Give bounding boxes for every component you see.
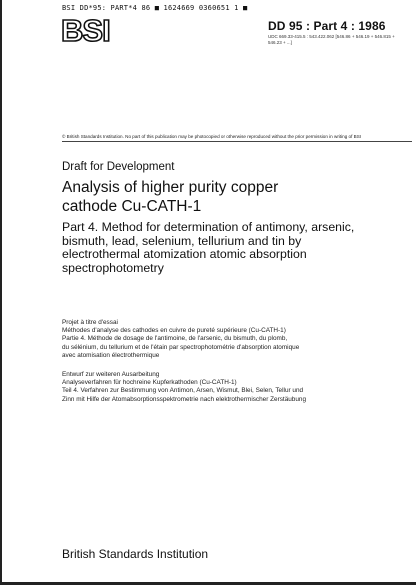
german-line: Zinn mit Hilfe der Atomabsorptionsspektrometrie nach elektrothermischer Zerstäubung bbox=[62, 395, 307, 403]
french-line: Projet à titre d'essai bbox=[62, 319, 118, 326]
french-title-block bbox=[62, 319, 382, 360]
svg-text:BSI: BSI bbox=[61, 14, 110, 44]
german-line: Teil 4. Verfahren zur Bestimmung von Antimon, Arsen, Wismut, Blei, Selen, Tellur und bbox=[62, 387, 304, 395]
title-line: cathode Cu-CATH-1 bbox=[62, 198, 202, 215]
publisher-name: British Standards Institution bbox=[62, 547, 209, 561]
german-title-block bbox=[62, 371, 382, 404]
udc-classification: UDC 669.33-415.5 : 543.422.062 [546.86 + 546.19 + 546.815 + 546.23 + ...] bbox=[268, 34, 395, 45]
french-line: avec atomisation électrothermique bbox=[62, 351, 160, 359]
bsi-logo bbox=[60, 14, 110, 44]
french-line: Méthodes d'analyse des cathodes en cuivre de pureté supérieure (Cu-CATH-1) bbox=[62, 327, 286, 335]
document-number: DD 95 : Part 4 : 1986 bbox=[268, 19, 386, 33]
part-title-line: electrothermal atomization atomic absorption bbox=[62, 247, 307, 262]
french-line: du sélénium, du tellurium et de l'étain par spectrophotométrie d'absorption atomique bbox=[62, 343, 300, 351]
part-title-line: Part 4. Method for determination of antimony, arsenic, bbox=[62, 220, 355, 234]
draft-label: Draft for Development bbox=[62, 161, 175, 173]
barcode-strip: BSI DD*95: PART*4 86 ■ 1624669 0360651 1 ■ bbox=[62, 4, 248, 12]
german-line: Analyseverfahren für hochreine Kupferkathoden (Cu-CATH-1) bbox=[62, 379, 237, 387]
german-line: Entwurf zur weiteren Ausarbeitung bbox=[62, 371, 160, 378]
page-edge-left bbox=[0, 0, 2, 585]
document-title bbox=[62, 178, 392, 216]
part-title-line: spectrophotometry bbox=[62, 260, 164, 275]
french-line: Partie 4. Méthode de dosage de l'antimoine, de l'arsenic, du bismuth, du plomb, bbox=[62, 335, 288, 343]
part-title-line: bismuth, lead, selenium, tellurium and tin by bbox=[62, 233, 302, 248]
part-title bbox=[62, 221, 402, 275]
copyright-notice: © British Standards Institution. No part of this publication may be photocopied or otherwise reproduced without the prior permission in writing of BSI bbox=[62, 133, 412, 142]
title-line: Analysis of higher purity copper bbox=[62, 179, 279, 196]
